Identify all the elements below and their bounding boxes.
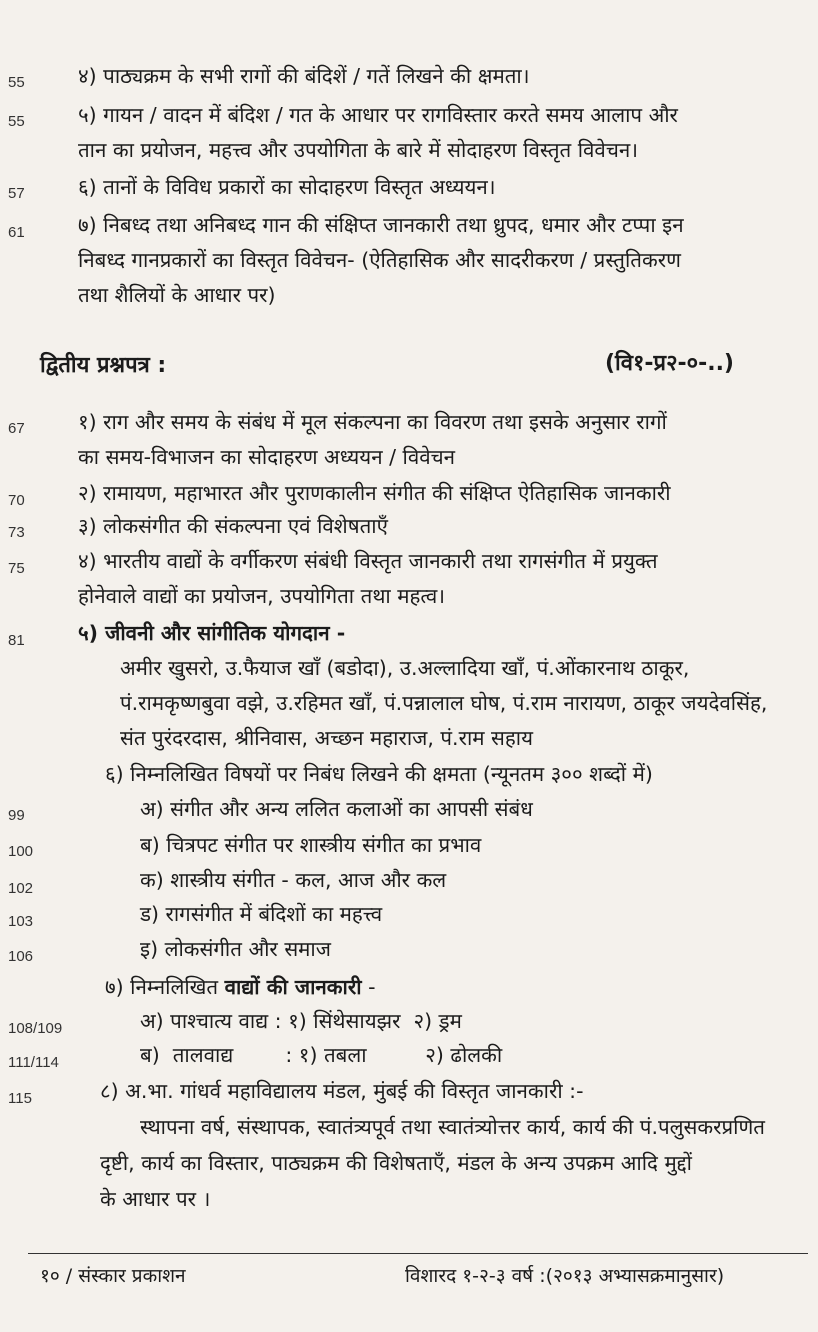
line-number: 103 — [8, 913, 34, 930]
essay-topic: ड) रागसंगीत में बंदिशों का महत्त्व — [140, 902, 383, 926]
essay-topic: क) शास्त्रीय संगीत - कल, आज और कल — [140, 868, 447, 892]
syllabus-line: ४) पाठ्यक्रम के सभी रागों की बंदिशें / गतें लिखने की क्षमता। — [78, 64, 530, 88]
essay-topic: ब) चित्रपट संगीत पर शास्त्रीय संगीत का प्रभाव — [140, 833, 482, 857]
instruments-title: ७) निम्नलिखित वाद्यों की जानकारी - — [105, 975, 376, 999]
line-number: 57 — [8, 185, 25, 202]
syllabus-line: ६) तानों के विविध प्रकारों का सोदाहरण विस्तृत अध्ययन। — [78, 175, 496, 199]
footer-divider — [28, 1253, 808, 1254]
line-number: 108/109 — [8, 1020, 63, 1037]
line-number: 73 — [8, 524, 25, 541]
instrument-line: अ) पाश्चात्य वाद्य : १) सिंथेसायझर २) ड्रम — [140, 1009, 462, 1033]
essay-topic: इ) लोकसंगीत और समाज — [140, 937, 331, 961]
syllabus-line: ५) गायन / वादन में बंदिश / गत के आधार पर रागविस्तार करते समय आलाप और — [78, 103, 678, 127]
essay-topic: अ) संगीत और अन्य ललित कलाओं का आपसी संबंध — [140, 797, 533, 821]
line-number: 55 — [8, 74, 25, 91]
instrument-line: ब) तालवाद्य : १) तबला २) ढोलकी — [140, 1043, 503, 1067]
syllabus-line: ४) भारतीय वाद्यों के वर्गीकरण संबंधी विस्तृत जानकारी तथा रागसंगीत में प्रयुक्त — [78, 549, 658, 573]
bio-line: अमीर खुसरो, उ.फैयाज खाँ (बडोदा), उ.अल्लादिया खाँ, पं.ओंकारनाथ ठाकूर, — [120, 656, 690, 680]
syllabus-line: ३) लोकसंगीत की संकल्पना एवं विशेषताएँ — [78, 514, 388, 538]
syllabus-line: १) राग और समय के संबंध में मूल संकल्पना का विवरण तथा इसके अनुसार रागों — [78, 410, 667, 434]
syllabus-line: निबध्द गानप्रकारों का विस्तृत विवेचन- (ऐतिहासिक और सादरीकरण / प्रस्तुतिकरण — [78, 248, 681, 272]
syllabus-line: तान का प्रयोजन, महत्त्व और उपयोगिता के बारे में सोदाहरण विस्तृत विवेचन। — [78, 138, 638, 162]
essay-title: ६) निम्नलिखित विषयों पर निबंध लिखने की क्षमता (न्यूनतम ३०० शब्दों में) — [105, 762, 653, 786]
section-code: (वि१-प्र२-०-..) — [605, 351, 734, 376]
footer-left: १० / संस्कार प्रकाशन — [40, 1265, 186, 1287]
line-number: 61 — [8, 224, 25, 241]
mandal-line: दृष्टी, कार्य का विस्तार, पाठ्यक्रम की विशेषताएँ, मंडल के अन्य उपक्रम आदि मुद्दों — [100, 1151, 692, 1175]
syllabus-line: २) रामायण, महाभारत और पुराणकालीन संगीत की संक्षिप्त ऐतिहासिक जानकारी — [78, 481, 671, 505]
line-number: 100 — [8, 843, 34, 860]
line-number: 81 — [8, 632, 25, 649]
line-number: 111/114 — [8, 1054, 59, 1071]
syllabus-line: ७) निबध्द तथा अनिबध्द गान की संक्षिप्त जानकारी तथा ध्रुपद, धमार और टप्पा इन — [78, 213, 684, 237]
line-number: 102 — [8, 880, 34, 897]
section-title: द्वितीय प्रश्नपत्र : — [40, 353, 167, 378]
line-number: 115 — [8, 1090, 32, 1107]
bio-title: ५) जीवनी और सांगीतिक योगदान - — [78, 621, 346, 645]
bio-line: पं.रामकृष्णबुवा वझे, उ.रहिमत खाँ, पं.पन्नालाल घोष, पं.राम नारायण, ठाकूर जयदेवसिंह, — [120, 691, 768, 715]
bio-line: संत पुरंदरदास, श्रीनिवास, अच्छन महाराज, पं.राम सहाय — [120, 726, 533, 750]
line-number: 70 — [8, 492, 25, 509]
line-number: 75 — [8, 560, 25, 577]
line-number: 67 — [8, 420, 25, 437]
syllabus-line: होनेवाले वाद्यों का प्रयोजन, उपयोगिता तथा महत्व। — [78, 584, 445, 608]
syllabus-line: का समय-विभाजन का सोदाहरण अध्ययन / विवेचन — [78, 445, 456, 469]
mandal-line: के आधार पर । — [100, 1187, 211, 1211]
mandal-line: स्थापना वर्ष, संस्थापक, स्वातंत्र्यपूर्व तथा स्वातंत्र्योत्तर कार्य, कार्य की पं.पलुसकरप्रणित — [140, 1115, 765, 1139]
line-number: 55 — [8, 113, 25, 130]
mandal-line: ८) अ.भा. गांधर्व महाविद्यालय मंडल, मुंबई की विस्तृत जानकारी :- — [100, 1079, 584, 1103]
syllabus-line: तथा शैलियों के आधार पर) — [78, 283, 276, 307]
line-number: 99 — [8, 807, 25, 824]
footer-right: विशारद १-२-३ वर्ष :(२०१३ अभ्यासक्रमानुसार) — [405, 1265, 725, 1287]
line-number: 106 — [8, 948, 34, 965]
